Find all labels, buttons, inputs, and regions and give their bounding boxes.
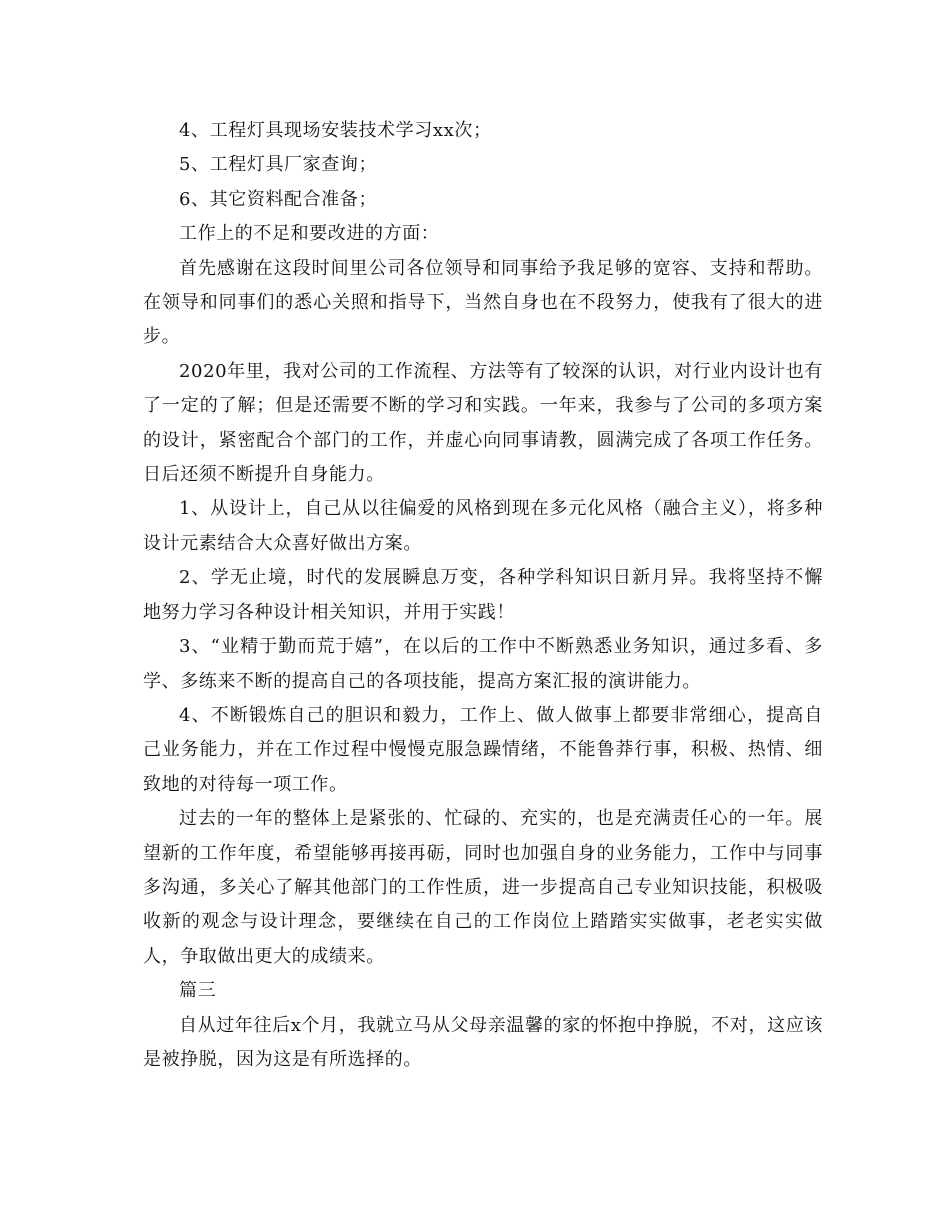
paragraph-point-2: 2、学无止境，时代的发展瞬息万变，各种学科知识日新月异。我将坚持不懈地努力学习各种设计相关知识，并用于实践！	[143, 567, 823, 623]
document-body	[143, 114, 823, 1077]
paragraph-year-review: 2020年里，我对公司的工作流程、方法等有了较深的认识，对行业内设计也有了一定的了解；但是还需要不断的学习和实践。一年来，我参与了公司的多项方案的设计，紧密配合个部门的工作，并虚心向同事请教，圆满完成了各项工作任务。日后还须不断提升自身能力。	[143, 360, 823, 486]
paragraph-point-3: 3、“业精于勤而荒于嬉”，在以后的工作中不断熟悉业务知识，通过多看、多学、多练来不断的提高自己的各项技能，提高方案汇报的演讲能力。	[143, 636, 823, 692]
paragraph-point-1: 1、从设计上，自己从以往偏爱的风格到现在多元化风格（融合主义），将多种设计元素结合大众喜好做出方案。	[143, 498, 823, 554]
paragraph-task-4: 4、工程灯具现场安装技术学习xx次；	[179, 120, 492, 141]
section-heading-part-three: 篇三	[179, 980, 217, 1002]
paragraph-point-4: 4、不断锻炼自己的胆识和毅力，工作上、做人做事上都要非常细心，提高自己业务能力，并在工作过程中慢慢克服急躁情绪，不能鲁莽行事，积极、热情、细致地的对待每一项工作。	[143, 704, 823, 795]
paragraph-shortcomings-heading: 工作上的不足和要改进的方面：	[179, 223, 440, 245]
paragraph-part-three-intro: 自从过年往后x个月，我就立马从父母亲温馨的家的怀抱中挣脱，不对，这应该是被挣脱，因为这是有所选择的。	[143, 1014, 823, 1070]
paragraph-summary: 过去的一年的整体上是紧张的、忙碌的、充实的，也是充满责任心的一年。展望新的工作年度，希望能够再接再砺，同时也加强自身的业务能力，工作中与同事多沟通，多关心了解其他部门的工作性质，进一步提高自己专业知识技能，积极吸收新的观念与设计理念，要继续在自己的工作岗位上踏踏实实做事，老老实实做人，争取做出更大的成绩来。	[143, 808, 823, 967]
paragraph-task-5: 5、工程灯具厂家查询；	[179, 154, 378, 176]
paragraph-thanks: 首先感谢在这段时间里公司各位领导和同事给予我足够的宽容、支持和帮助。在领导和同事们的悉心关照和指导下，当然自身也在不段努力，使我有了很大的进步。	[143, 257, 823, 348]
paragraph-task-6: 6、其它资料配合准备；	[179, 188, 378, 210]
